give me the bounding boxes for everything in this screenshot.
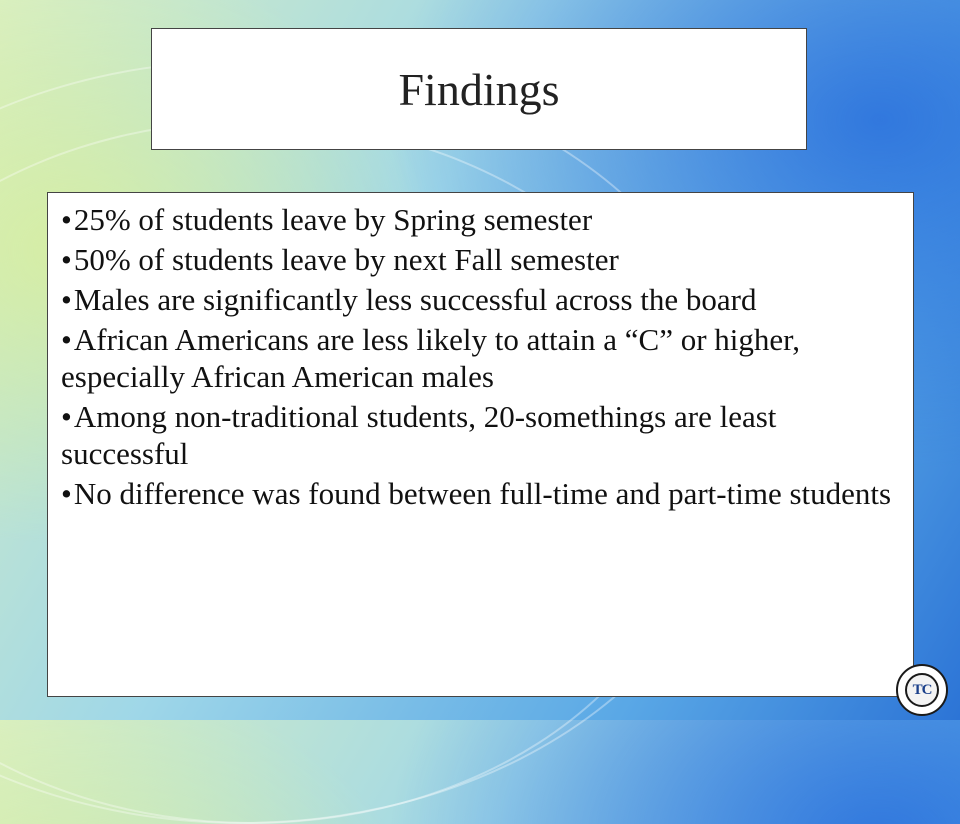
bullet-text: 25% of students leave by Spring semester xyxy=(73,202,593,237)
bullet-item xyxy=(61,281,895,318)
bullet-text: 50% of students leave by next Fall semester xyxy=(73,242,619,277)
bullet-item xyxy=(61,201,895,238)
bullet-text: Males are significantly less successful across the board xyxy=(73,282,757,317)
bullet-dot: • xyxy=(61,399,72,434)
college-seal-icon xyxy=(896,664,948,716)
bullet-text: Among non-traditional students, 20-somethings are least successful xyxy=(61,399,777,471)
bullet-text: African Americans are less likely to attain a “C” or higher, especially African American males xyxy=(61,322,800,394)
title-box xyxy=(151,28,807,150)
bullet-text: No difference was found between full-time and part-time students xyxy=(73,476,892,511)
content-box xyxy=(47,192,914,697)
seal-inner xyxy=(905,673,939,707)
bullet-item xyxy=(61,241,895,278)
bullet-dot: • xyxy=(61,476,72,511)
slide-title: Findings xyxy=(398,63,560,115)
logo-initials: TC xyxy=(912,681,932,698)
bullet-list xyxy=(61,201,895,512)
bullet-item xyxy=(61,321,895,395)
bullet-item xyxy=(61,398,895,472)
bullet-dot: • xyxy=(61,202,72,237)
bullet-dot: • xyxy=(61,282,72,317)
bullet-dot: • xyxy=(61,242,72,277)
bullet-dot: • xyxy=(61,322,72,357)
bullet-item xyxy=(61,475,895,512)
